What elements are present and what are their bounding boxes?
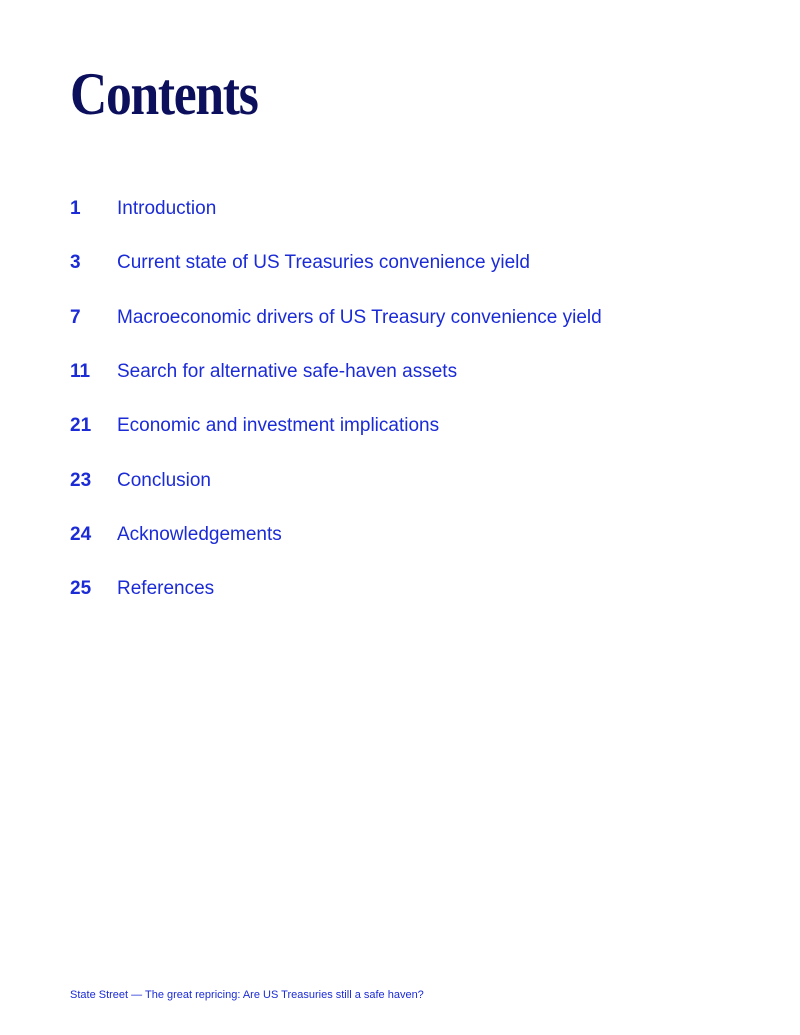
- toc-entry-label: Macroeconomic drivers of US Treasury convenience yield: [117, 306, 602, 328]
- toc-page-number: 23: [70, 469, 92, 491]
- toc-item-implications[interactable]: [70, 399, 750, 453]
- page-footer: State Street — The great repricing: Are US Treasuries still a safe haven?: [70, 989, 424, 1001]
- toc-page-number: 7: [70, 306, 81, 328]
- toc-page-number: 1: [70, 198, 81, 220]
- toc-page-number: 25: [70, 578, 92, 600]
- toc-entry-label: Economic and investment implications: [117, 415, 440, 437]
- toc-entry-label: Current state of US Treasuries convenience yield: [117, 252, 530, 274]
- toc-item-acknowledgements[interactable]: [70, 508, 750, 562]
- toc-entry-label: Acknowledgements: [117, 523, 282, 545]
- toc-item-macroeconomic-drivers[interactable]: [70, 291, 750, 345]
- toc-entry-label: Introduction: [117, 198, 217, 220]
- toc-page-number: 21: [70, 415, 92, 437]
- table-of-contents: [70, 182, 750, 616]
- toc-entry-label: Search for alternative safe-haven assets: [117, 361, 458, 383]
- toc-item-references[interactable]: [70, 562, 750, 616]
- page-title: Contents: [70, 61, 258, 127]
- toc-entry-label: References: [117, 578, 215, 600]
- toc-item-introduction[interactable]: [70, 182, 750, 236]
- toc-page-number: 24: [70, 523, 92, 545]
- toc-page-number: 3: [70, 252, 81, 274]
- toc-item-current-state[interactable]: [70, 236, 750, 290]
- toc-entry-label: Conclusion: [117, 469, 211, 491]
- toc-page-number: 11: [70, 361, 91, 383]
- toc-item-safe-haven-assets[interactable]: [70, 345, 750, 399]
- toc-item-conclusion[interactable]: [70, 453, 750, 507]
